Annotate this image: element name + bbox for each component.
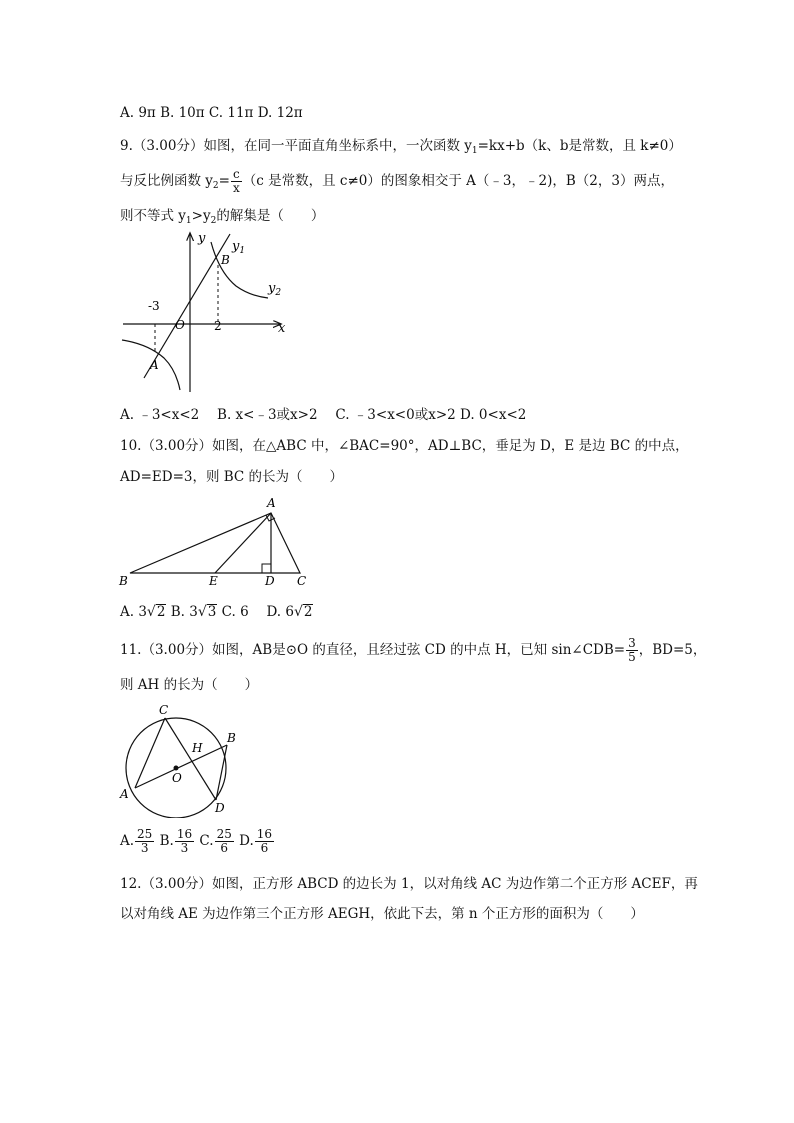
label-c: C: [297, 574, 307, 588]
q11-line2: 则 AH 的长为（ ）: [120, 677, 259, 693]
label-c: C: [159, 703, 169, 717]
q10-line1: 10.（3.00分）如图，在△ABC 中，∠BAC=90°，AD⊥BC，垂足为 D，E 是边 BC 的中点，: [120, 438, 689, 454]
label-2: 2: [214, 319, 222, 333]
label-o: O: [175, 318, 185, 332]
label-h: H: [192, 741, 203, 755]
q10-figure: [115, 495, 315, 590]
triangle-abc: [130, 513, 300, 573]
label-d: D: [265, 574, 275, 588]
q9-options: A. ﹣3<x<2 B. x<﹣3或x>2 C. ﹣3<x<0或x>2 D. 0<x<2: [120, 407, 527, 423]
right-angle-mark-d: [262, 564, 271, 573]
label-b: B: [221, 253, 230, 267]
q9-fraction: $\frac{c}{x}$: [232, 167, 240, 195]
q12-line1: 12.（3.00分）如图，正方形 ABCD 的边长为 1，以对角线 AC 为边作第二个正方形 ACEF，再: [120, 876, 698, 892]
q10-options: A. 3√2 B. 3√3 C. 6 D. 6√2: [120, 604, 313, 620]
label-y2: $y_2$: [268, 281, 282, 298]
label-d: D: [215, 801, 225, 815]
q9-figure: [118, 228, 293, 396]
q11-fraction: $\frac{3}{5}$: [628, 636, 636, 664]
center-dot: [174, 766, 179, 771]
label-a: A: [120, 787, 129, 801]
q9-line3: 则不等式 $y_1>y_2$的解集是（ ）: [120, 208, 325, 226]
q11-options: A. $\frac{25}{3}$ B. $\frac{16}{3}$ C. $\frac{25}{6}$ D. $\frac{16}{6}$: [120, 827, 273, 855]
q9-line2: 与反比例函数 $y_2=$ $\frac{c}{x}$ （c 是常数，且 c≠0）的图象相交于 A（﹣3，﹣2)，B（2，3）两点，: [120, 167, 674, 195]
q12-line2: 以对角线 AE 为边作第三个正方形 AEGH，依此下去，第 n 个正方形的面积为（ ）: [120, 906, 644, 922]
q9-line1: 9.（3.00分）如图，在同一平面直角坐标系中，一次函数 $y_1=kx+b(k$、b是常数，且 k≠0）: [120, 138, 682, 156]
label-y: y: [198, 231, 206, 246]
label-b: B: [227, 731, 236, 745]
q11-line1: 11.（3.00分）如图，AB是⊙O 的直径，且经过弦 CD 的中点 H，已知 sin∠CDB= $\frac{3}{5}$ ，BD=5，: [120, 636, 707, 664]
label-a: A: [150, 358, 159, 372]
chord-ac: [135, 718, 165, 788]
label-o: O: [172, 771, 182, 785]
label-y1: $y_1$: [232, 239, 246, 256]
q11-figure: [115, 700, 240, 818]
label-e: E: [209, 574, 218, 588]
label-a: A: [267, 496, 276, 510]
label-neg3: -3: [148, 299, 160, 313]
label-b: B: [119, 574, 128, 588]
label-x: x: [278, 321, 286, 336]
q8-options: A. 9π B. 10π C. 11π D. 12π: [120, 105, 303, 121]
q10-line2: AD=ED=3，则 BC 的长为（ ）: [120, 469, 344, 485]
